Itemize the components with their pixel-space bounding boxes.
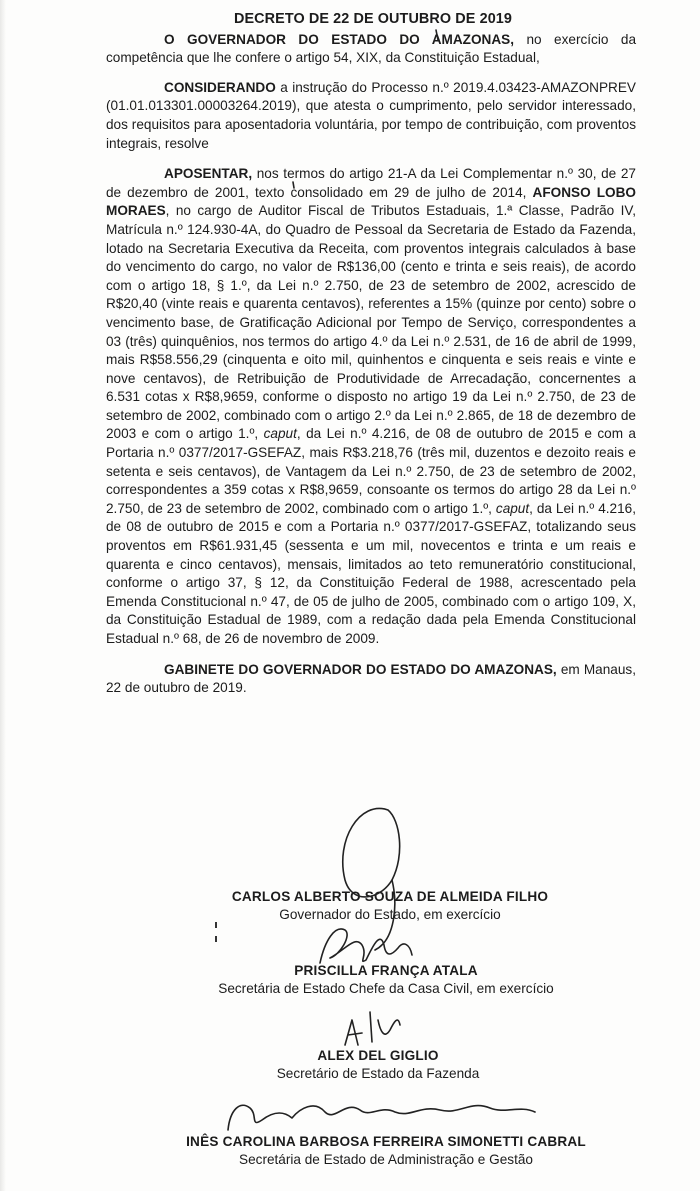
retirement-text-2: , no cargo de Auditor Fiscal de Tributos Estaduais, 1.ª Classe, Padrão IV, Matrícula n.º 124.930-4A, do Quadro de Pessoal da Secretaria de Estado da Fazenda, lotado na Secretaria Executiva da Receita, com proventos integrais calculados à base do vencimento do cargo, no valor de R$136,00 (cento e trinta e seis reais), de acordo com o artigo 18, § 1.º, da Lei n.º 2.750, de 23 de setembro de 2002, acrescido de R$20,40 (vinte reais e quarenta centavos), referentes a 15% (quinze por cento) sobre o vencimento base, de Gratificação Adicional por Tempo de Serviço, correspondentes a 03 (três) quinquênios, nos termos do artigo 4.º da Lei n.º 2.531, de 16 de abril de 1999, mais R$58.556,29 (cinquenta e oito mil, quinhentos e cinquenta e seis reais e vinte e nove centavos), de Retribuição de Produtividade de Arrecadação, concernentes a 6.531 cotas x R$8,9659, conforme o disposto no artigo 19 da Lei n.º 2.750, de 23 de setembro de 2002, combinado com o artigo 2.º da Lei n.º 2.865, de 18 de dezembro de 2003 e com o artigo 1.º, [106,203,636,442]
retirement-lead: APOSENTAR, [164,166,253,182]
retirement-text-3: , da Lei n.º 4.216, de 08 de outubro de 2015 e com a Portaria n.º 0377/2017-GSEFAZ, mais R$3.218,76 (três mil, duzentos e dezoito reais e setenta e seis centavos), de Vantagem da Lei n.º 2.750, de 23 de setembro de 2002, correspondentes a 359 cotas x R$8,9659, consoante os termos do artigo 28 da Lei n.º 2.750, de 23 de setembro de 2002, combinado com o artigo 1.º, [106,426,636,516]
signatory-role: Secretário de Estado da Fazenda [276,1066,480,1081]
caput-term-2: caput [495,500,530,516]
preamble-text: no exercício da competência que lhe confere o artigo 54, XIX, da Constituição Estadual, [106,31,637,66]
retirement-text-1: nos termos do artigo 21-A da Lei Complementar n.º 30, de 27 de dezembro de 2001, texto consolidado em 29 de julho de 2014, [106,166,636,200]
signatory-name: ALEX DEL GIGLIO [317,1048,439,1063]
signatory-role: Secretária de Estado Chefe da Casa Civil, em exercício [218,981,554,996]
retirement-paragraph [106,165,636,648]
closing-paragraph [106,661,636,698]
signatory-role: Governador do Estado, em exercício [279,907,501,922]
fazenda-signature-stroke [345,1012,400,1045]
considering-paragraph [106,79,636,153]
closing-text: em Manaus, 22 de outubro de 2019. [106,661,636,696]
signature-block-casa-civil [36,962,700,998]
signatory-name: CARLOS ALBERTO SOUZA DE ALMEIDA FILHO [231,889,549,904]
signatory-role: Secretária de Estado de Administração e Gestão [239,1152,533,1167]
caput-term-1: caput [263,426,297,442]
decree-body [106,10,636,711]
considering-lead: CONSIDERANDO [164,79,276,95]
retiree-name: AFONSO LOBO MORAES [106,184,636,219]
decree-title: DECRETO DE 22 DE OUTUBRO DE 2019 [233,11,513,27]
preamble-lead: O GOVERNADOR DO ESTADO DO AMAZONAS, [164,31,515,47]
signature-block-administracao [36,1133,700,1169]
administracao-signature-stroke [228,1105,535,1130]
scan-edge-shadow [0,0,6,1191]
signatory-name: INÊS CAROLINA BARBOSA FERREIRA SIMONETTI CABRAL [186,1134,586,1149]
signatory-name: PRISCILLA FRANÇA ATALA [294,963,478,978]
margin-tick [215,936,217,942]
signature-block-fazenda [28,1047,700,1083]
casa-civil-signature-stroke [320,929,412,963]
preamble-paragraph [106,31,636,68]
retirement-text-4: , da Lei n.º 4.216, de 08 de outubro de 2015 e com a Portaria n.º 0377/2017-GSEFAZ, totalizando seus proventos em R$61.931,45 (sessenta e um mil, novecentos e trinta e um reais e quarenta e cinco centavos), mensais, limitados ao teto remuneratório constitucional, conforme o artigo 37, § 12, da Constituição Federal de 1988, acrescentado pela Emenda Constitucional n.º 47, de 05 de julho de 2005, combinado com o artigo 109, X, da Constituição Estadual de 1989, com a redação dada pela Emenda Constitucional Estadual n.º 68, de 26 de novembro de 2009. [106,500,636,646]
governor-signature-stroke [343,808,400,896]
considering-text: a instrução do Processo n.º 2019.4.03423-AMAZONPREV (01.01.013301.00003264.2019), que atesta o cumprimento, pelo servidor interessado, dos requisitos para aposentadoria voluntária, por tempo de contribuição, com proventos integrais, resolve [106,79,636,151]
signature-block-governor [40,888,700,924]
closing-lead: GABINETE DO GOVERNADOR DO ESTADO DO AMAZONAS, [164,661,557,677]
